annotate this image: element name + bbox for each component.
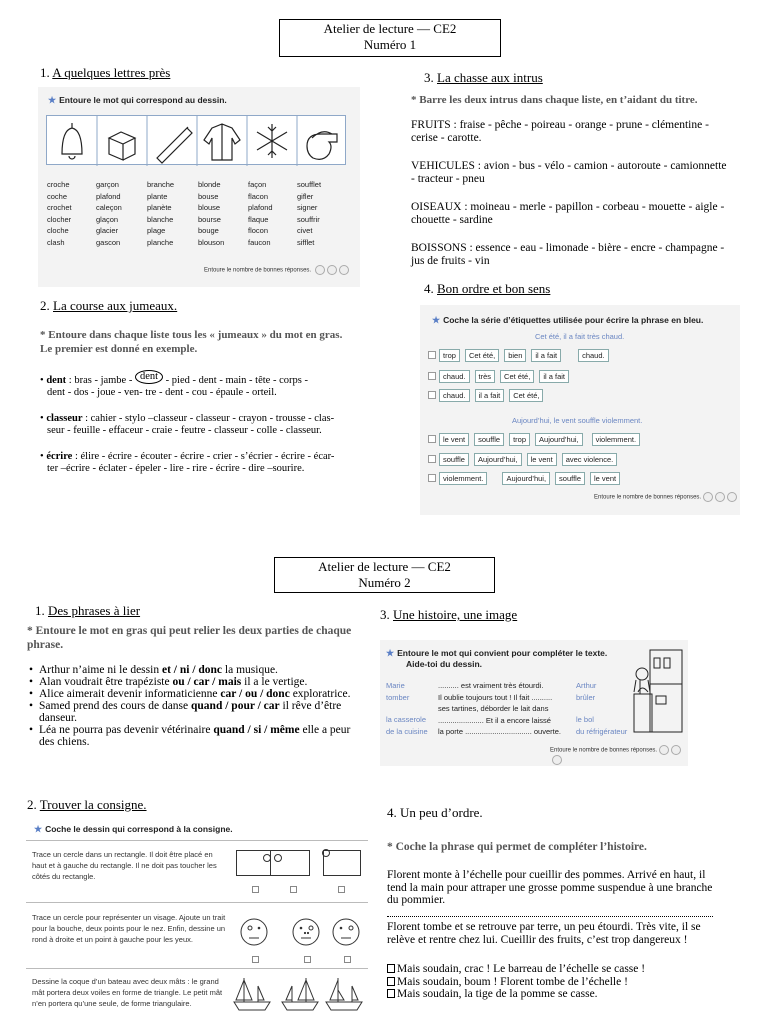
checkbox[interactable] [304,956,311,963]
ex4-row-4[interactable]: le vent souffle trop Aujourd’hui, violemment. [428,433,645,446]
word[interactable]: signer [297,203,318,212]
ex2-item-ecrire: • écrire : élire - écrire - écouter - écrire - crier - s’écrier - écrire - écar- ter –écrire - éclater - épeler - lire - rire - écrire - dire –sourire. [40,451,335,474]
checkbox[interactable] [252,956,259,963]
ex1-col-6 [297,179,321,248]
boat-icon [326,978,362,1010]
option-1[interactable]: Mais soudain, crac ! Le barreau de l’échelle se casse ! [387,963,727,976]
star-icon: ★ [34,824,43,834]
checkbox[interactable] [387,977,395,986]
ex4-footer: Entoure le nombre de bonnes réponses. [594,492,737,502]
ex1-scan [38,87,360,287]
checkbox[interactable] [428,474,436,482]
checkbox[interactable] [428,351,436,359]
sheet1-title-box [279,19,501,57]
score-circle-icon[interactable] [727,492,737,502]
ex1-pictures-strip [46,115,346,165]
ex1-col-2 [96,179,122,248]
word[interactable]: garçon [96,180,119,189]
word[interactable]: glacier [96,226,119,235]
list-item: • Léa ne pourra pas devenir vétérinaire quand / si / même elle a peur des chiens. [27,724,367,748]
s2-ex4-instruction: * Coche la phrase qui permet de compléter l’histoire. [387,841,647,853]
snowflake-icon [257,124,287,158]
option-3[interactable]: Mais soudain, la tige de la pomme se casse. [387,988,727,1001]
coat-icon [204,124,240,160]
face-icon [241,919,267,945]
s2-ex1-instruction: * Entoure le mot en gras qui peut relier les deux parties de chaque phrase. [27,625,352,651]
ex3-list-vehicules: VEHICULES : avion - bus - vélo - camion - autoroute - camionnette - tracteur - pneu [411,160,727,185]
word[interactable]: branche [147,180,175,189]
s2-ex3-text: .......... est vraiment très étourdi. Il oublie toujours tout ! Il fait .......... ses tartines, déborder le lait dans ...................... Et il a encore laissé la porte ................................ ouverte. [438,681,561,736]
s2-ex4-options [387,963,727,1001]
score-circle-icon[interactable] [552,755,562,765]
checkbox[interactable] [338,886,345,893]
ex1-col-1 [47,179,72,248]
ex4-scan [420,305,740,515]
ex4-row-3[interactable]: chaud. il a fait Cet été, [428,389,548,402]
word[interactable]: soufflet [297,180,322,189]
word[interactable]: flocon [248,226,269,235]
boat-drawings [230,972,366,1014]
word[interactable]: bouge [198,226,219,235]
ex4-instruction: ★ Coche la série d’étiquettes utilisée pour écrire la phrase en bleu. [432,315,704,325]
word[interactable]: plafond [248,203,273,212]
word[interactable]: souffrir [297,214,320,224]
s2-ex1-heading: 1. Des phrases à lier [35,603,141,618]
checkbox[interactable] [387,989,395,998]
plank-icon [157,127,192,163]
s2-ex3-right-words: Arthur brûler le bol du réfrigérateur [576,681,628,736]
word[interactable]: planche [147,237,174,247]
boat-icon [282,978,318,1010]
star-icon: ★ [48,95,57,105]
word[interactable]: blonde [198,180,221,189]
ex2-title: La course aux jumeaux. [53,298,178,313]
word[interactable]: plafond [96,191,121,201]
ex2-item-dent: • dent : bras - jambe - dent - pied - dent - main - tête - corps - dent - dos - joue - ven- tre - dent - cou - épaule - orteil. [40,371,308,398]
ex4-title: Bon ordre et bon sens [437,281,551,296]
circled-word: dent [135,370,163,384]
ex4-row-6[interactable]: violemment. Aujourd’hui, souffle le vent [428,472,625,485]
word[interactable]: clash [47,237,65,247]
word[interactable]: blouson [198,237,225,247]
word[interactable]: plage [147,226,166,235]
ex4-sentence-1: Cet été, il a fait très chaud. [535,332,625,341]
face-icon [333,919,359,945]
row-divider [26,902,368,903]
ex3-list-oiseaux: OISEAUX : moineau - merle - papillon - corbeau - mouette - aigle - chouette - sardine [411,201,725,226]
word[interactable]: blanche [147,214,174,224]
s2-ex3-title: Une histoire, une image [393,607,518,622]
s2-ex3-heading: 3. Une histoire, une image [380,607,518,622]
s2-ex4-heading: 4. Un peu d’ordre. [387,805,483,820]
ex4-row-2[interactable]: chaud. très Cet été, il a fait [428,370,574,383]
ex3-heading: 3. La chasse aux intrus [424,70,543,85]
checkbox[interactable] [387,964,395,973]
word[interactable]: civet [297,226,313,235]
word[interactable]: planète [147,203,172,212]
checkbox[interactable] [428,435,436,443]
word[interactable]: sifflet [297,237,315,247]
list-item: • Samed prend des cours de danse quand / pour / car il rêve d’être danseur. [27,700,367,724]
ex2-item-classeur: • classeur : cahier - stylo –classeur - classeur - crayon - trousse - clas- seur - feuille - effaceur - craie - feutre - classeur - colle - classeur. [40,413,335,436]
word[interactable]: blouse [198,203,221,212]
ex1-col-3 [147,179,174,248]
sheet2-title-box [274,557,495,593]
face-icon [293,919,319,945]
ex3-instruction: * Barre les deux intrus dans chaque liste, en t’aidant du titre. [411,94,698,106]
s2-ex4-story-1: Florent monte à l’échelle pour cueillir des pommes. Arrivé en haut, il tend la main pour attraper une grosse pomme suspendue à une branche du pommier. [387,869,713,906]
star-icon: ★ [386,648,395,658]
word[interactable]: bourse [198,214,221,224]
s2-ex2-item-1: Trace un cercle dans un rectangle. Il doit être placé en haut et à gauche du rectangle. Il ne doit pas toucher les côtés du rectangle. [32,850,217,881]
ex3-title: La chasse aux intrus [437,70,543,85]
dotted-line [387,916,713,917]
word[interactable]: bouse [198,191,219,201]
kitchen-drawing-icon [630,644,686,738]
score-circle-icon[interactable] [715,492,725,502]
ex4-row-1[interactable]: trop Cet été, bien il a fait chaud. [428,349,614,362]
word[interactable]: façon [248,180,267,189]
cube-icon [109,132,135,160]
word[interactable]: coche [47,191,68,201]
word[interactable]: gascon [96,237,121,247]
s2-ex1-list [27,664,367,748]
rect-drawing-2 [270,850,310,876]
score-circle-icon[interactable] [659,745,669,755]
checkbox[interactable] [428,455,436,463]
sheet1-title: Atelier de lecture — CE2 [323,21,457,36]
s2-ex2-instruction: ★ Coche le dessin qui correspond à la consigne. [34,824,233,834]
row-divider [26,968,368,969]
s2-ex2-scan [26,816,368,1024]
list-item: • Arthur n’aime ni le dessin et / ni / donc la musique. [27,664,367,676]
word[interactable]: flaque [248,214,269,224]
whistle-icon [307,132,337,160]
word[interactable]: glaçon [96,214,119,224]
s2-ex3-left-words: Marie tomber la casserole de la cuisine [386,681,428,736]
ex3-list-boissons: BOISSONS : essence - eau - limonade - bière - encre - champagne - jus de fruits - vin [411,242,725,267]
ex1-footer: Entoure le nombre de bonnes réponses. [204,265,349,275]
ex4-heading: 4. Bon ordre et bon sens [424,281,551,296]
checkbox[interactable] [252,886,259,893]
s2-ex2-heading: 2. Trouver la consigne. [27,797,147,812]
word[interactable]: croche [47,180,70,189]
star-icon: ★ [432,315,441,325]
ex2-instruction: * Entoure dans chaque liste tous les « jumeaux » du mot en gras. Le premier est donné en exemple. [40,329,343,355]
word[interactable]: gifler [297,191,314,201]
ex1-title: A quelques lettres près [52,65,171,80]
ex1-col-4 [198,179,224,248]
rect-drawing-3 [323,850,361,876]
boat-icon [234,978,270,1010]
ex4-sentence-2: Aujourd’hui, le vent souffle violemment. [512,416,643,425]
ex4-row-5[interactable]: souffle Aujourd’hui, le vent avec violence. [428,453,622,466]
ex1-instruction: ★ Entoure le mot qui correspond au dessin. [48,95,227,105]
ex2-heading: 2. La course aux jumeaux. [40,298,178,313]
bell-icon [62,123,82,159]
row-divider [26,840,368,841]
s2-ex2-item-3: Dessine la coque d’un bateau avec deux mâts : le grand mât portera deux voiles en forme de triangle. Le petit mât n’en portera qu’une seule, de forme triangulaire. [32,977,223,1008]
word[interactable]: clocher [47,214,72,224]
s2-ex4-title: Un peu d’ordre. [400,805,483,820]
s2-ex3-scan [380,640,688,766]
score-circle-icon[interactable] [327,265,337,275]
s2-ex1-title: Des phrases à lier [48,603,141,618]
score-circle-icon[interactable] [703,492,713,502]
ex1-pictures [47,116,347,166]
sheet2-title: Atelier de lecture — CE2 [318,559,451,574]
word[interactable]: plante [147,191,168,201]
word[interactable]: flacon [248,191,269,201]
ex1-col-5 [248,179,273,248]
s2-ex2-title: Trouver la consigne. [39,797,147,812]
checkbox[interactable] [428,372,436,380]
s2-ex2-item-2: Trace un cercle pour représenter un visage. Ajoute un trait pour la bouche, deux points pour le nez. Enfin, dessine un rond à droite et un point à gauche pour les yeux. [32,913,226,944]
ex3-list-fruits: FRUITS : fraise - pêche - poireau - orange - prune - clémentine - cerise - carotte. [411,119,709,144]
checkbox[interactable] [344,956,351,963]
word[interactable]: caleçon [96,203,122,212]
score-circle-icon[interactable] [339,265,349,275]
list-item: • Alan voudrait être trapéziste ou / car / mais il a le vertige. [27,676,367,688]
word[interactable]: faucon [248,237,271,247]
checkbox[interactable] [290,886,297,893]
checkbox[interactable] [428,391,436,399]
s2-ex3-footer: Entoure le nombre de bonnes réponses. [550,745,688,765]
option-2[interactable]: Mais soudain, boum ! Florent tombe de l’échelle ! [387,976,727,989]
s2-ex4-story-2: Florent tombe et se retrouve par terre, un peu étourdi. Très vite, il se relève et rentre chez lui. Cueillir des fruits, c’est trop dangereux ! [387,921,701,946]
ex1-heading: 1. A quelques lettres près [40,65,171,80]
list-item: • Alice aimerait devenir informaticienne car / ou / donc exploratrice. [27,688,367,700]
word[interactable]: crochet [47,203,72,212]
word[interactable]: cloche [47,226,69,235]
score-circle-icon[interactable] [315,265,325,275]
sheet2-number: Numéro 2 [358,575,411,590]
sheet1-number: Numéro 1 [363,37,417,52]
score-circle-icon[interactable] [671,745,681,755]
s2-ex3-instruction: ★ Entoure le mot qui convient pour compléter le texte. Aide-toi du dessin. [386,648,608,669]
